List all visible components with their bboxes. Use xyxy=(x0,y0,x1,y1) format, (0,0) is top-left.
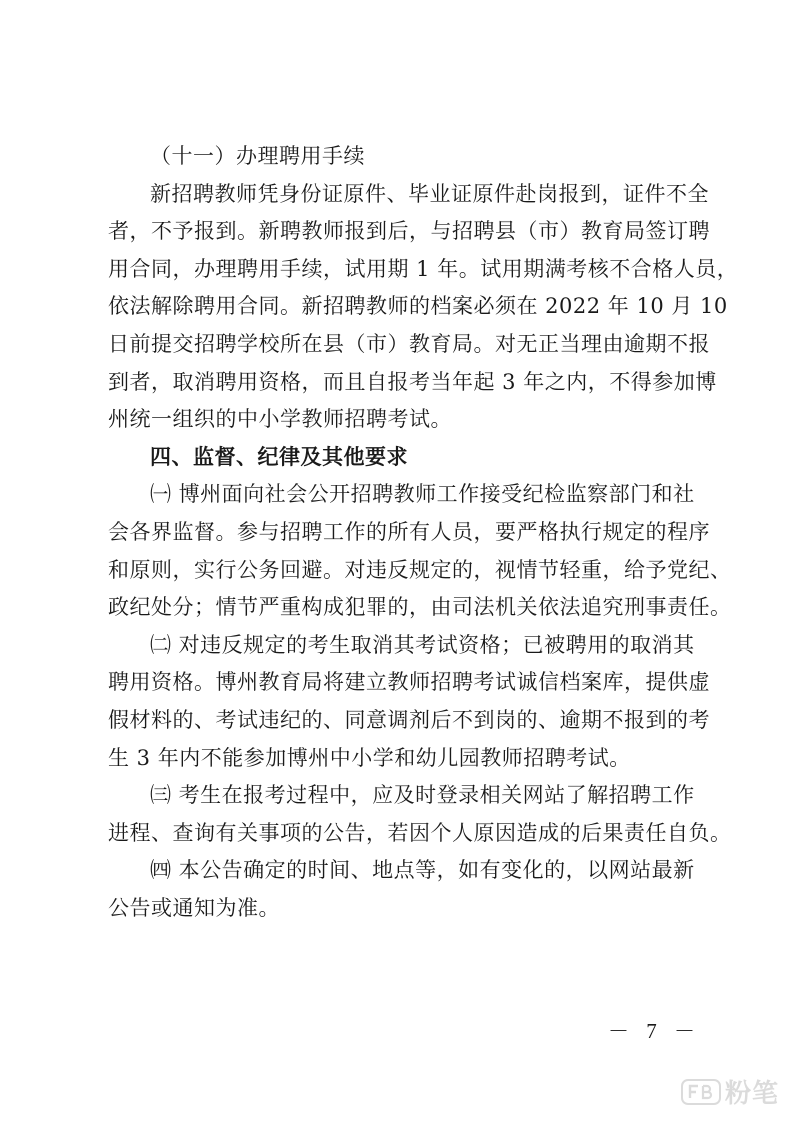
item-4-line: 公告或通知为准。 xyxy=(108,895,280,920)
item-2-line: 假材料的、考试违纪的、同意调剂后不到岗的、逾期不报到的考 xyxy=(108,707,710,732)
item-1-line: ㈠ 博州面向社会公开招聘教师工作接受纪检监察部门和社 xyxy=(150,482,695,507)
paragraph-line: 新招聘教师凭身份证原件、毕业证原件赴岗报到，证件不全 xyxy=(150,181,709,206)
section-heading-11: （十一）办理聘用手续 xyxy=(150,144,365,168)
paragraph-line: 州统一组织的中小学教师招聘考试。 xyxy=(108,407,452,432)
item-4-line: ㈣ 本公告确定的时间、地点等，如有变化的，以网站最新 xyxy=(150,858,695,883)
paragraph-line: 到者，取消聘用资格，而且自报考当年起 3 年之内，不得参加博 xyxy=(108,369,717,394)
watermark xyxy=(681,1073,779,1110)
watermark-text: 粉笔 xyxy=(724,1079,779,1109)
paragraph-line: 者，不予报到。新聘教师报到后，与招聘县（市）教育局签订聘 xyxy=(108,219,710,244)
paragraph-line: 依法解除聘用合同。新招聘教师的档案必须在 2022 年 10 月 10 xyxy=(108,294,728,319)
item-3-line: ㈢ 考生在报考过程中，应及时登录相关网站了解招聘工作 xyxy=(150,783,695,808)
item-3-line: 进程、查询有关事项的公告，若因个人原因造成的后果责任自负。 xyxy=(108,820,732,845)
section-heading-4: 四、监督、纪律及其他要求 xyxy=(150,444,408,469)
item-2-line: 生 3 年内不能参加博州中小学和幼儿园教师招聘考试。 xyxy=(108,745,631,770)
item-1-line: 会各界监督。参与招聘工作的所有人员，要严格执行规定的程序 xyxy=(108,519,710,544)
page-number: － 7 － xyxy=(608,1019,701,1043)
item-2-line: ㈡ 对违反规定的考生取消其考试资格；已被聘用的取消其 xyxy=(150,632,695,657)
item-1-line: 和原则，实行公务回避。对违反规定的，视情节轻重，给予党纪、 xyxy=(108,557,732,582)
fb-logo-icon xyxy=(681,1079,721,1105)
item-2-line: 聘用资格。博州教育局将建立教师招聘考试诚信档案库，提供虚 xyxy=(108,670,710,695)
paragraph-line: 日前提交招聘学校所在县（市）教育局。对无正当理由逾期不报 xyxy=(108,331,710,356)
document-body xyxy=(108,138,739,927)
item-1-line: 政纪处分；情节严重构成犯罪的，由司法机关依法追究刑事责任。 xyxy=(108,595,732,620)
paragraph-line: 用合同，办理聘用手续，试用期 1 年。试用期满考核不合格人员， xyxy=(108,256,739,281)
